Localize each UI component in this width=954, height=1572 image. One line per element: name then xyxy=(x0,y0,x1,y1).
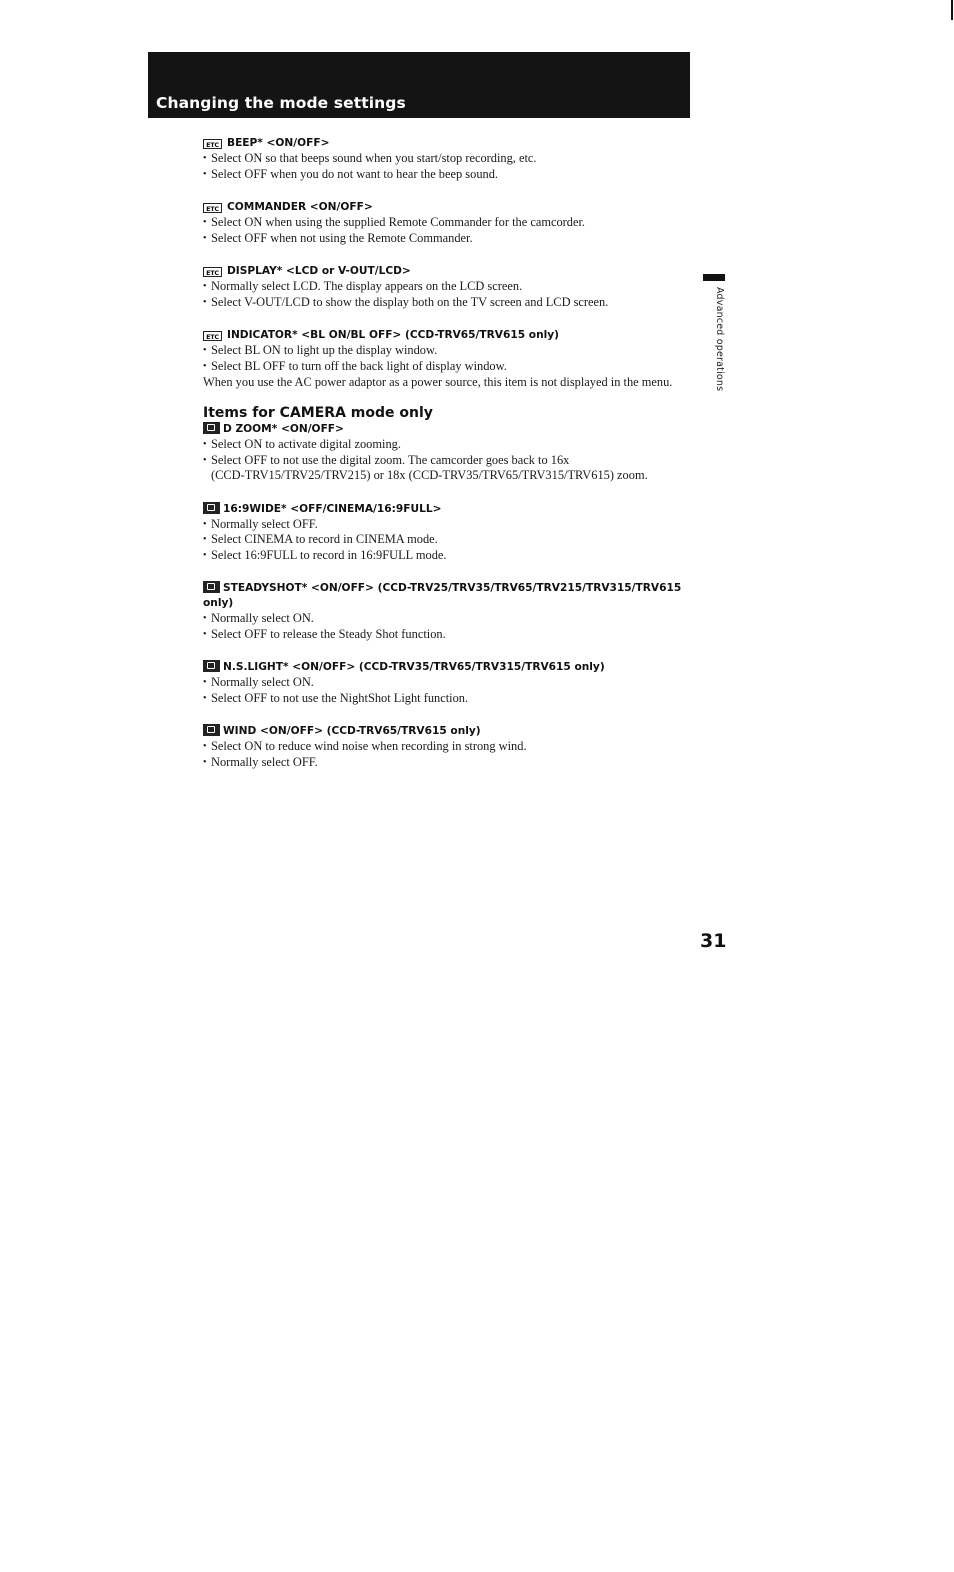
etc-icon: ETC xyxy=(203,139,222,149)
menu-item-commander xyxy=(203,200,703,246)
list-item: • Select BL ON to light up the display window. xyxy=(203,343,703,359)
list-item: • Normally select ON. xyxy=(203,611,703,627)
list-item: • Select ON so that beeps sound when you start/stop recording, etc. xyxy=(203,151,703,167)
list-item: • Normally select OFF. xyxy=(203,755,703,771)
camera-icon xyxy=(203,422,220,434)
document-body xyxy=(203,136,703,788)
list-item: • Select 16:9FULL to record in 16:9FULL mode. xyxy=(203,548,703,564)
list-item: • Select OFF to not use the NightShot Light function. xyxy=(203,691,703,707)
etc-icon: ETC xyxy=(203,331,222,341)
menu-item-d-zoom xyxy=(203,422,703,484)
list-item: • Select BL OFF to turn off the back light of display window. xyxy=(203,359,703,375)
item-title: DISPLAY* <LCD or V-OUT/LCD> xyxy=(227,265,411,277)
menu-item-steadyshot xyxy=(203,581,703,642)
menu-item-display xyxy=(203,264,703,310)
list-item: • Select ON to activate digital zooming. xyxy=(203,437,703,453)
page-number: 31 xyxy=(700,930,727,952)
etc-icon: ETC xyxy=(203,267,222,277)
side-tab-marker xyxy=(703,274,725,281)
item-heading xyxy=(203,328,703,343)
camera-icon xyxy=(203,724,220,736)
page-edge-mark xyxy=(951,0,953,20)
item-heading xyxy=(203,264,703,279)
menu-item-beep xyxy=(203,136,703,182)
list-item: • Normally select ON. xyxy=(203,675,703,691)
menu-item-wind xyxy=(203,724,703,770)
item-title: INDICATOR* <BL ON/BL OFF> (CCD-TRV65/TRV615 only) xyxy=(227,329,559,341)
item-title: 16:9WIDE* <OFF/CINEMA/16:9FULL> xyxy=(223,502,442,515)
section-header xyxy=(148,52,690,118)
item-heading xyxy=(203,660,703,675)
item-heading xyxy=(203,581,683,611)
item-title: BEEP* <ON/OFF> xyxy=(227,137,330,149)
list-item: • Select CINEMA to record in CINEMA mode. xyxy=(203,532,703,548)
item-title: WIND <ON/OFF> (CCD-TRV65/TRV615 only) xyxy=(223,725,481,737)
camera-section-heading: Items for CAMERA mode only xyxy=(203,405,433,421)
menu-item-169wide xyxy=(203,502,703,564)
camera-icon xyxy=(203,502,220,514)
list-item: • Normally select LCD. The display appears on the LCD screen. xyxy=(203,279,703,295)
item-heading xyxy=(203,724,703,739)
camera-icon xyxy=(203,660,220,672)
item-heading xyxy=(203,502,703,517)
list-item-continuation: (CCD-TRV15/TRV25/TRV215) or 18x (CCD-TRV35/TRV65/TRV315/TRV615) zoom. xyxy=(211,468,648,482)
item-title: STEADYSHOT* <ON/OFF> (CCD-TRV25/TRV35/TRV65/TRV215/TRV315/TRV615 only) xyxy=(203,582,682,609)
side-tab-label: Advanced operations xyxy=(714,287,725,392)
list-item: • Select OFF when not using the Remote Commander. xyxy=(203,231,703,247)
item-title: COMMANDER <ON/OFF> xyxy=(227,201,373,213)
list-item: • Normally select OFF. xyxy=(203,517,703,533)
menu-item-ns-light xyxy=(203,660,703,706)
item-heading xyxy=(203,422,703,437)
item-heading xyxy=(203,200,703,215)
list-item: • Select OFF to release the Steady Shot function. xyxy=(203,627,703,643)
item-heading xyxy=(203,136,703,151)
list-item: • Select ON to reduce wind noise when recording in strong wind. xyxy=(203,739,703,755)
item-note: When you use the AC power adaptor as a power source, this item is not displayed in the menu. xyxy=(203,375,673,389)
menu-item-indicator xyxy=(203,328,703,390)
list-item: • Select OFF when you do not want to hear the beep sound. xyxy=(203,167,703,183)
camera-icon xyxy=(203,581,220,593)
list-item: • Select ON when using the supplied Remote Commander for the camcorder. xyxy=(203,215,703,231)
item-title: N.S.LIGHT* <ON/OFF> (CCD-TRV35/TRV65/TRV315/TRV615 only) xyxy=(223,661,605,673)
page-title: Changing the mode settings xyxy=(156,94,406,112)
etc-icon: ETC xyxy=(203,203,222,213)
list-item: • Select V-OUT/LCD to show the display both on the TV screen and LCD screen. xyxy=(203,295,703,311)
item-title: D ZOOM* <ON/OFF> xyxy=(223,423,344,435)
list-item: • Select OFF to not use the digital zoom. The camcorder goes back to 16x xyxy=(203,453,703,469)
